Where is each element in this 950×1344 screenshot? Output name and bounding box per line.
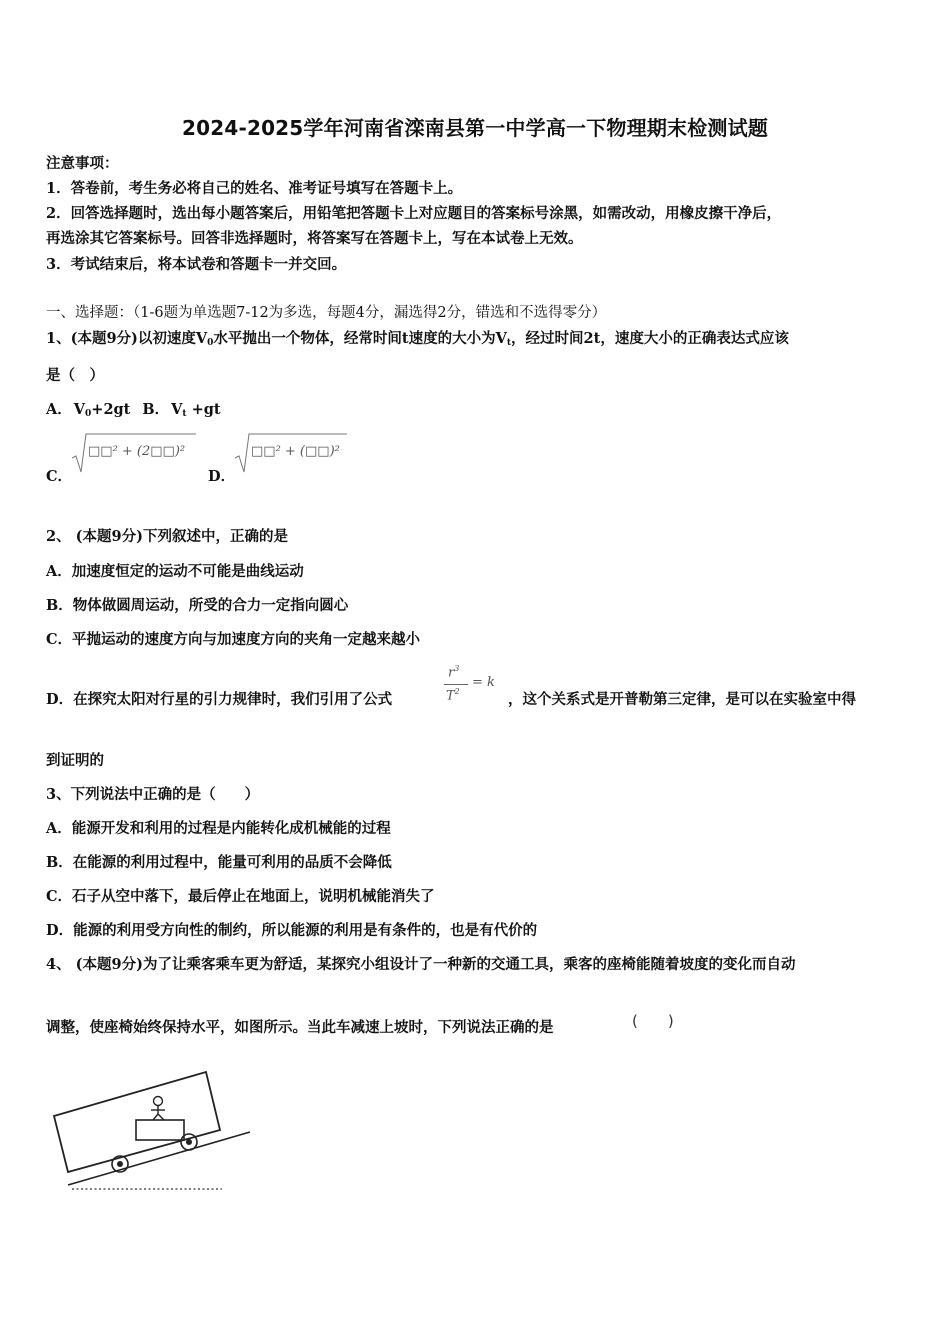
fraction-bar [444,684,468,685]
q3-option-c: C．石子从空中落下，最后停止在地面上，说明机械能消失了 [46,888,435,905]
passenger-head [154,1097,163,1106]
q4-stem-line2: 调整，使座椅始终保持水平，如图所示。当此车减速上坡时，下列说法正确的是 [46,1019,554,1036]
q1-opt-c-formula [70,432,198,476]
q1-opt-d-formula [233,432,349,476]
page-title: 2024-2025学年河南省滦南县第一中学高一下物理期末检测试题 [181,116,769,140]
section-heading: 一、选择题：（1-6题为单选题7-12为多选，每题4分，漏选得2分，错选和不选得零分） [46,305,607,321]
q2-option-d-part3: 到证明的 [46,752,104,769]
notice-item-2b: 再选涂其它答案标号。回答非选择题时，将答案写在答题卡上，写在本试卷上无效。 [46,230,583,247]
formula-num-r: r [448,665,455,681]
q2-option-b: B．物体做圆周运动，所受的合力一定指向圆心 [46,597,349,614]
q2-option-d-part1: D．在探究太阳对行星的引力规律时，我们引用了公式 [46,691,393,708]
kepler-formula [442,662,502,712]
passenger-leg-right [158,1114,164,1120]
notice-item-1: 1．答卷前，考生务必将自己的姓名、准考证号填写在答题卡上。 [46,180,463,197]
q1-opt-a-v: V [73,401,86,418]
q1-opt-a-rest: +2gt [91,401,131,418]
formula-den-t: T [446,688,455,704]
q1-opt-d-label: D． [208,468,236,485]
q3-option-d: D．能源的利用受方向性的制约，所以能源的利用是有条件的，也是有代价的 [46,922,538,939]
q1-opt-b-label: B． [142,401,170,418]
slope-vehicle-figure [46,1060,256,1195]
notice-item-3: 3．考试结束后，将本试卷和答题卡一并交回。 [46,256,347,273]
vehicle-body [54,1072,220,1172]
q1-options-ab [46,398,221,419]
q1-sub-0: 0 [207,338,214,348]
q2-option-c: C．平抛运动的速度方向与加速度方向的夹角一定越来越小 [46,631,421,648]
notice-heading: 注意事项： [46,155,119,172]
q1-sub-t: t [506,338,512,348]
q1-opt-c-expr: □□² + (2□□)² [88,444,186,459]
front-wheel-hub [186,1139,192,1145]
q1-opt-a-sub: 0 [85,409,92,419]
formula-denominator [446,687,460,703]
q2-option-a: A．加速度恒定的运动不可能是曲线运动 [46,563,304,580]
q1-opt-b-sub: t [182,409,187,419]
passenger-leg-left [153,1114,158,1120]
q3-stem: 3、下列说法中正确的是（ ） [46,786,260,803]
q3-option-b: B．在能源的利用过程中，能量可利用的品质不会降低 [46,854,392,871]
q1-opt-a-label: A． [46,401,72,418]
q2-option-d-part2: ，这个关系式是开普勒第三定律，是可以在实验室中得 [508,691,856,708]
seat-box [136,1120,184,1140]
q1-opt-c-label: C． [46,468,73,485]
formula-numerator [448,664,459,680]
q1-opt-d-expr: □□² + (□□)² [251,444,340,459]
formula-num-exp: 3 [454,664,460,673]
q4-answer-paren: ( ) [632,1012,674,1030]
q1-text-a: 1、(本题9分)以初速度V [46,330,208,347]
formula-den-exp: 2 [454,687,460,696]
q1-text-b: 水平抛出一个物体，经常时间t速度的大小为V [213,330,507,347]
notice-item-2a: 2．回答选择题时，选出每小题答案后，用铅笔把答题卡上对应题目的答案标号涂黑，如需改动，用橡皮擦干净后， [46,205,782,222]
q1-opt-b-v: V [171,401,183,418]
q1-text-c: ，经过时间2t，速度大小的正确表达式应该 [511,330,789,347]
q1-opt-b-rest: +gt [186,401,221,418]
q4-stem-line1: 4、 (本题9分)为了让乘客乘车更为舒适，某探究小组设计了一种新的交通工具，乘客的座椅能随着坡度的变化而自动 [46,956,796,973]
rear-wheel-hub [117,1161,123,1167]
q2-stem: 2、 (本题9分)下列叙述中，正确的是 [46,528,288,545]
q3-option-a: A．能源开发和利用的过程是内能转化成机械能的过程 [46,820,391,837]
formula-rhs: = k [472,675,495,690]
q1-stem-line2: 是（ ） [46,367,104,384]
q1-stem-line1 [46,327,789,348]
